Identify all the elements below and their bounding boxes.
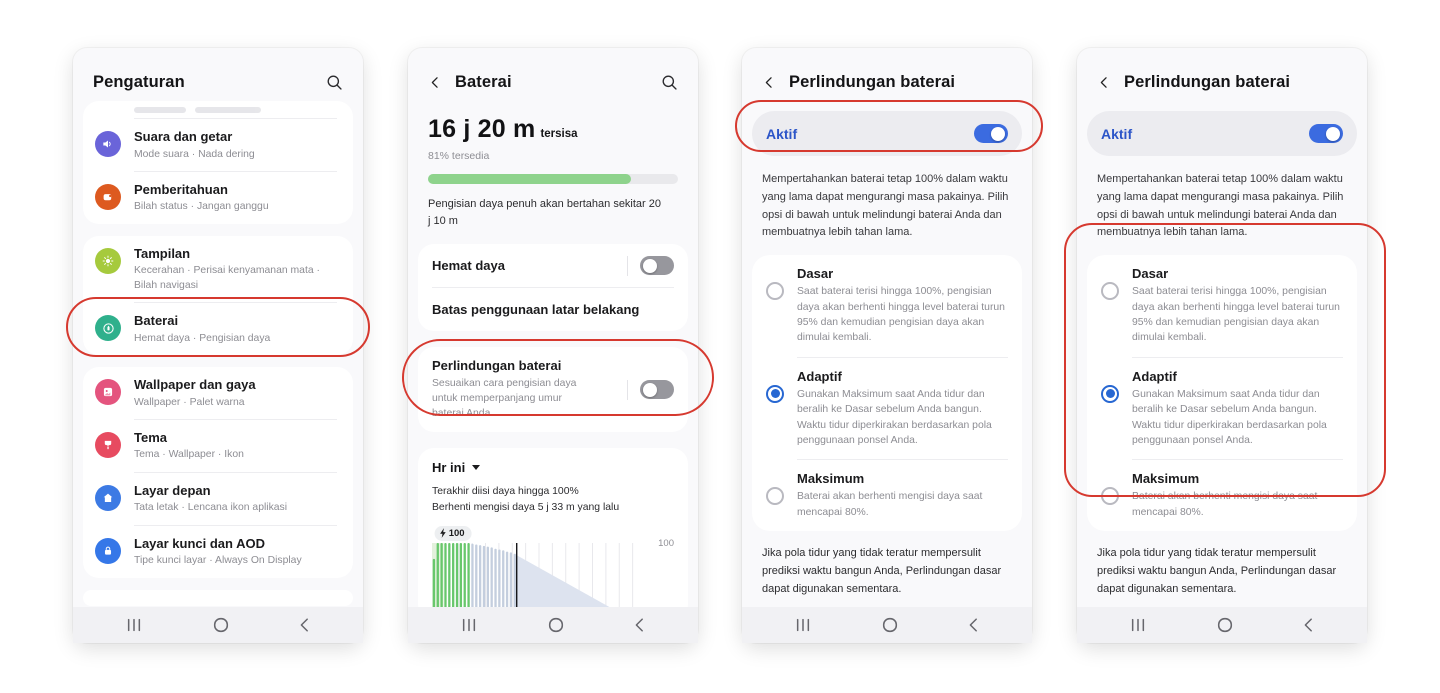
option-label: Maksimum [1132, 471, 1200, 487]
active-label: Aktif [1101, 125, 1133, 142]
time-remaining: 16 j 20 m [428, 115, 536, 143]
item-label: Layar kunci dan AOD [134, 535, 265, 551]
item-subtitle: Tata letak · Lencana ikon aplikasi [134, 502, 288, 514]
option-dasar[interactable] [1087, 255, 1357, 357]
power-card [418, 244, 688, 331]
settings-group-sound [83, 101, 353, 224]
stopped-charging-line: Berhenti mengisi daya 5 j 33 m yang lalu [432, 502, 620, 514]
option-adaptif[interactable] [752, 358, 1022, 460]
item-label: Wallpaper dan gaya [134, 376, 256, 392]
usage-chart-card [418, 448, 688, 620]
item-label: Pemberitahuan [134, 181, 228, 197]
search-icon[interactable] [661, 74, 678, 91]
wallpaper-icon [95, 379, 121, 405]
option-desc: Gunakan Maksimum saat Anda tidur dan beralih ke Dasar sebelum Anda bangun. Waktu tidur diperkirakan berdasarkan pola penggunaan ponsel Anda. [1132, 388, 1327, 446]
background-limit-row[interactable] [418, 288, 688, 331]
option-label: Dasar [797, 266, 834, 282]
background-limit-label: Batas penggunaan latar belakang [432, 302, 640, 318]
y-axis-top-label: 100 [658, 537, 674, 549]
option-maksimum[interactable] [752, 460, 1022, 531]
period-dropdown[interactable] [432, 460, 674, 475]
charge-level-badge: 100 [435, 526, 472, 541]
option-desc: Gunakan Maksimum saat Anda tidur dan beralih ke Dasar sebelum Anda bangun. Waktu tidur diperkirakan berdasarkan pola penggunaan ponsel Anda. [797, 388, 992, 446]
option-desc: Baterai akan berhenti mengisi daya saat mencapai 80%. [797, 491, 983, 518]
speaker-icon [95, 131, 121, 157]
recents-icon[interactable] [460, 617, 478, 633]
sidebar-item-baterai[interactable] [83, 303, 353, 355]
radio-adaptif[interactable] [766, 385, 784, 403]
chart-captions [432, 484, 674, 516]
lock-icon [95, 538, 121, 564]
radio-maksimum[interactable] [1101, 487, 1119, 505]
navigation-bar [1077, 607, 1367, 643]
item-label: Tampilan [134, 245, 191, 261]
home-nav-icon[interactable] [547, 616, 565, 634]
protection-description: Mempertahankan baterai tetap 100% dalam waktu yang lama dapat mengurangi masa pakainya. Pilih opsi di bawah untuk melindungi baterai Anda dan membuatnya lebih tahan lama. [1097, 173, 1344, 239]
protection-description: Mempertahankan baterai tetap 100% dalam waktu yang lama dapat mengurangi masa pakainya. Pilih opsi di bawah untuk melindungi baterai Anda dan membuatnya lebih tahan lama. [762, 173, 1009, 239]
sidebar-item-tampilan[interactable] [83, 236, 353, 302]
protection-active-toggle[interactable] [1309, 124, 1343, 143]
active-label: Aktif [766, 125, 798, 142]
protection-footer-note: Jika pola tidur yang tidak teratur mempersulit prediksi waktu bangun Anda, Perlindungan dasar dapat digunakan sementara. [762, 547, 1002, 595]
protection-header [742, 48, 1032, 101]
home-nav-icon[interactable] [1216, 616, 1234, 634]
sidebar-item-wallpaper[interactable] [83, 367, 353, 419]
item-label: Suara dan getar [134, 129, 233, 144]
back-nav-icon[interactable] [633, 617, 646, 633]
option-maksimum[interactable] [1087, 460, 1357, 531]
settings-group-personalization [83, 367, 353, 578]
battery-summary [428, 115, 678, 230]
navigation-bar [408, 607, 698, 643]
item-subtitle: Wallpaper · Palet warna [134, 396, 245, 408]
active-toggle-row[interactable] [1087, 111, 1357, 156]
settings-header [73, 48, 363, 101]
option-dasar[interactable] [752, 255, 1022, 357]
power-saving-label: Hemat daya [432, 258, 505, 274]
back-nav-icon[interactable] [298, 617, 311, 633]
search-icon[interactable] [326, 74, 343, 91]
option-desc: Saat baterai terisi hingga 100%, pengisian daya akan berhenti hingga level baterai turun 95% dan kemudian pengisian daya akan dimulai kembali. [797, 286, 1005, 344]
option-label: Dasar [1132, 266, 1169, 282]
power-saving-toggle[interactable] [640, 256, 674, 275]
sidebar-item-layar-depan[interactable] [83, 473, 353, 525]
item-subtitle: Tipe kunci layar · Always On Display [134, 555, 302, 567]
percent-available: 81% tersedia [428, 150, 490, 162]
battery-icon [95, 315, 121, 341]
option-desc: Baterai akan berhenti mengisi daya saat mencapai 80%. [1132, 491, 1318, 518]
page-title: Perlindungan baterai [789, 73, 956, 91]
row-separator [627, 256, 628, 276]
active-toggle-row[interactable] [752, 111, 1022, 156]
item-subtitle: Tema · Wallpaper · Ikon [134, 449, 244, 461]
sidebar-item-layar-kunci[interactable] [83, 526, 353, 578]
radio-adaptif[interactable] [1101, 385, 1119, 403]
protection-title: Perlindungan baterai [432, 358, 562, 374]
recents-icon[interactable] [794, 617, 812, 633]
chevron-down-icon [472, 465, 480, 470]
back-icon[interactable] [428, 75, 443, 90]
chart-plot-area [432, 543, 646, 615]
page-title: Baterai [455, 73, 512, 91]
settings-group-display [83, 236, 353, 355]
settings-screen [73, 48, 363, 643]
navigation-bar [742, 607, 1032, 643]
option-label: Adaptif [1132, 368, 1177, 384]
back-icon[interactable] [762, 75, 777, 90]
full-charge-note: Pengisian daya penuh akan bertahan sekitar 20 j 10 m [428, 198, 662, 228]
sidebar-item-suara-dan-getar[interactable] [83, 119, 353, 171]
back-nav-icon[interactable] [1302, 617, 1315, 633]
battery-screen [408, 48, 698, 643]
item-subtitle: Kecerahan · Perisai kenyamanan mata · Bilah navigasi [134, 265, 320, 291]
protection-active-toggle[interactable] [974, 124, 1008, 143]
back-icon[interactable] [1097, 75, 1112, 90]
page-title: Perlindungan baterai [1124, 73, 1291, 91]
paintbrush-icon [95, 432, 121, 458]
power-saving-row[interactable] [418, 244, 688, 287]
home-icon [95, 485, 121, 511]
battery-protection-row[interactable] [418, 347, 688, 432]
back-nav-icon[interactable] [967, 617, 980, 633]
protection-options-card [752, 255, 1022, 531]
sidebar-item-tema[interactable] [83, 420, 353, 472]
item-label: Tema [134, 429, 167, 445]
battery-protection-screen [742, 48, 1032, 643]
radio-dasar[interactable] [1101, 282, 1119, 300]
protection-options-card [1087, 255, 1357, 531]
option-adaptif[interactable] [1087, 358, 1357, 460]
battery-progress-bar [428, 174, 678, 184]
option-desc: Saat baterai terisi hingga 100%, pengisian daya akan berhenti hingga level baterai turun 95% dan kemudian pengisian daya akan dimulai kembali. [1132, 286, 1340, 344]
battery-header [408, 48, 698, 101]
option-label: Adaptif [797, 368, 842, 384]
notification-icon [95, 184, 121, 210]
recents-icon[interactable] [125, 617, 143, 633]
option-label: Maksimum [797, 471, 865, 487]
radio-dasar[interactable] [766, 282, 784, 300]
item-subtitle: Hemat daya · Pengisian daya [134, 332, 271, 344]
radio-maksimum[interactable] [766, 487, 784, 505]
item-subtitle: Bilah status · Jangan ganggu [134, 201, 269, 213]
row-separator [627, 380, 628, 400]
protection-subtitle: Sesuaikan cara pengisian daya untuk memperpanjang umur baterai Anda. [432, 378, 577, 420]
protection-footer-note: Jika pola tidur yang tidak teratur mempersulit prediksi waktu bangun Anda, Perlindungan dasar dapat digunakan sementara. [1097, 547, 1337, 595]
battery-protection-screen-2 [1077, 48, 1367, 643]
battery-progress-fill [428, 174, 631, 184]
sidebar-item-pemberitahuan[interactable] [83, 172, 353, 224]
time-suffix: tersisa [540, 128, 578, 140]
item-label: Baterai [134, 313, 179, 329]
next-group-peek [83, 590, 353, 606]
page-title: Pengaturan [93, 73, 185, 91]
recents-icon[interactable] [1129, 617, 1147, 633]
protection-header [1077, 48, 1367, 101]
item-label: Layar depan [134, 482, 211, 498]
home-nav-icon[interactable] [881, 616, 899, 634]
battery-protection-toggle[interactable] [640, 380, 674, 399]
sun-icon [95, 248, 121, 274]
home-nav-icon[interactable] [212, 616, 230, 634]
navigation-bar [73, 607, 363, 643]
truncated-list-item [83, 101, 353, 118]
last-charged-line: Terakhir diisi daya hingga 100% [432, 486, 579, 498]
period-label: Hr ini [432, 460, 466, 476]
item-subtitle: Mode suara · Nada dering [134, 148, 255, 160]
charging-bolt-icon [440, 528, 447, 538]
